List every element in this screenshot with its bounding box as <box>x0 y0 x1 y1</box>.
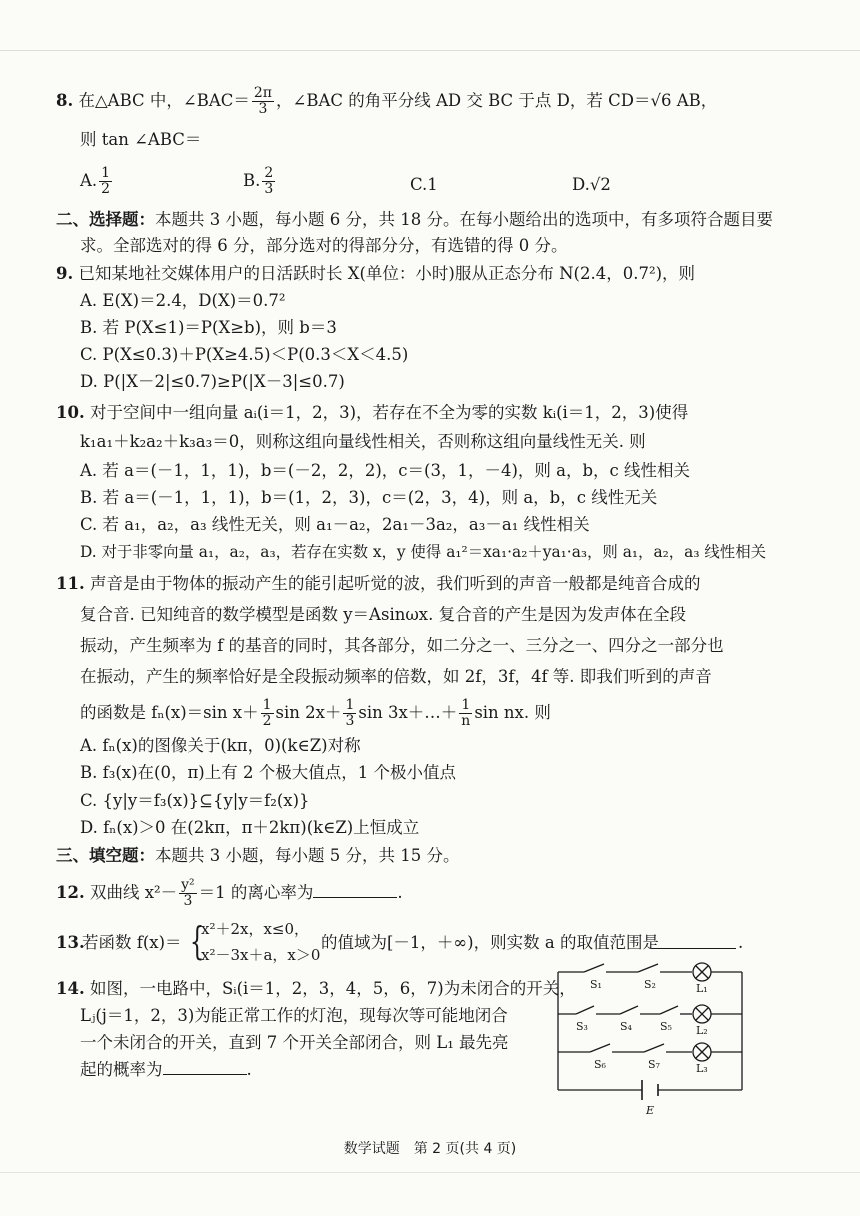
q11-option-d: D. fₙ(x)＞0 在(2kπ，π＋2kπ)(k∈Z)上恒成立 <box>80 818 420 837</box>
switch-label-s4: S₄ <box>620 1020 632 1033</box>
q14-line-1 <box>56 978 576 1000</box>
section-2-text2: 求。全部选对的得 6 分，部分选对的得部分分，有选错的得 0 分。 <box>80 236 568 255</box>
q11-number: 11. <box>56 574 85 593</box>
lamp-label-l3: L₃ <box>696 1062 708 1075</box>
q9-option-c: C. P(X≤0.3)＋P(X≥4.5)＜P(0.3＜X＜4.5) <box>80 345 409 364</box>
q8-oa-den: 2 <box>101 181 111 197</box>
q11-f3-num: 1 <box>459 698 472 714</box>
q8-option-a-label: A. <box>80 171 98 190</box>
q12-frac-den: 3 <box>183 893 193 909</box>
q8-stem-b: ，∠BAC 的角平分线 AD 交 BC 于点 D，若 CD＝√6 AB， <box>276 91 718 110</box>
q13-number: 13. <box>56 933 85 952</box>
lamp-label-l1: L₁ <box>696 982 708 995</box>
q10-stem-2: k₁a₁＋k₂a₂＋k₃a₃＝0，则称这组向量线性相关，否则称这组向量线性无关. 则 <box>80 432 646 451</box>
q9-number: 9. <box>56 264 74 283</box>
source-label-e: E <box>646 1104 655 1117</box>
q11-option-c: C. {y|y＝f₃(x)}⊆{y|y＝f₂(x)} <box>80 791 310 810</box>
q14-text-4: 起的概率为 <box>80 1060 163 1079</box>
q14-line-3: 一个未闭合的开关，直到 7 个开关全部闭合，则 L₁ 最先亮 <box>80 1033 509 1052</box>
switch-label-s6: S₆ <box>594 1058 606 1071</box>
section-3-text: 本题共 3 小题，每小题 5 分，共 15 分。 <box>155 846 460 865</box>
q11-f3-den: n <box>461 713 471 729</box>
q11-f1-den: 2 <box>262 713 272 729</box>
q13-end: . <box>738 933 744 952</box>
q10-option-d: D. 对于非零向量 a₁，a₂，a₃，若存在实数 x，y 使得 a₁²＝xa₁·a₂＋ya₁·a₃，则 a₁，a₂，a₃ 线性相关 <box>80 543 766 561</box>
scan-edge-top <box>0 50 860 51</box>
q10-number: 10. <box>56 403 85 422</box>
q8-stem <box>56 86 717 117</box>
q8-ob-num: 2 <box>264 165 274 181</box>
q9-option-b: B. 若 P(X≤1)＝P(X≥b)，则 b＝3 <box>80 318 337 337</box>
q10-option-a: A. 若 a＝(－1，1，1)，b＝(－2，2，2)，c＝(3，1，－4)，则 a，b，c 线性相关 <box>80 461 691 480</box>
q8-ob-den: 3 <box>264 181 274 197</box>
q12-stem <box>56 874 403 912</box>
page-footer: 数学试题 第 2 页(共 4 页) <box>343 1141 517 1157</box>
q8-frac-den: 3 <box>258 101 268 117</box>
q12-end: . <box>397 883 403 902</box>
section-2-title: 二、选择题： <box>56 210 155 229</box>
q14-number: 14. <box>56 979 85 998</box>
scan-edge-bottom <box>0 1172 860 1173</box>
q11-f2-den: 3 <box>345 713 355 729</box>
q13-case-2: x²－3x＋a，x＞0 <box>201 946 321 964</box>
q12-post: ＝1 的离心率为 <box>198 883 314 902</box>
q8-option-b-frac <box>262 166 275 197</box>
q13-case-1: x²＋2x，x≤0， <box>201 920 310 938</box>
q8-option-b <box>243 166 277 197</box>
q12-number: 12. <box>56 883 85 902</box>
q9-option-a: A. E(X)＝2.4，D(X)＝0.7² <box>80 291 286 310</box>
q13-brace: { <box>189 919 205 963</box>
q11-f1-num: 1 <box>262 697 272 713</box>
q11-line-3: 振动，产生频率为 f 的基音的同时，其各部分，如二分之一、三分之一、四分之一部分也 <box>80 636 724 655</box>
q11-line-4: 在振动，产生的频率恰好是全段振动频率的倍数，如 2f，3f，4f 等. 即我们听到的声音 <box>80 667 712 686</box>
circuit-diagram <box>550 962 750 1120</box>
switch-label-s2: S₂ <box>644 978 656 991</box>
q11-frac-nth <box>459 698 472 729</box>
q10-stem <box>56 402 688 424</box>
switch-label-s5: S₅ <box>660 1020 672 1033</box>
q8-option-b-label: B. <box>243 171 261 190</box>
q12-frac-num: y² <box>181 877 195 893</box>
q11-option-a: A. fₙ(x)的图像关于(kπ，0)(k∈Z)对称 <box>80 736 361 755</box>
q8-option-a <box>80 166 114 197</box>
q9-stem <box>56 263 695 285</box>
section-2-text1: 本题共 3 小题，每小题 6 分，共 18 分。在每小题给出的选项中，有多项符合题目要 <box>155 210 773 229</box>
q12-answer-blank[interactable] <box>313 883 397 898</box>
section-3-title: 三、填空题： <box>56 846 155 865</box>
q11-func-b: sin 2x＋ <box>275 703 342 722</box>
q14-text-1: 如图，一电路中，Sᵢ(i＝1，2，3，4，5，6，7)为未闭合的开关， <box>89 979 576 998</box>
q14-answer-blank[interactable] <box>163 1060 247 1075</box>
q10-option-c: C. 若 a₁，a₂，a₃ 线性无关，则 a₁－a₂，2a₁－3a₂，a₃－a₁ 线性相关 <box>80 515 590 534</box>
q11-frac-third <box>343 698 356 729</box>
q14-line-4 <box>80 1059 252 1081</box>
switch-label-s1: S₁ <box>590 978 602 991</box>
q8-number: 8. <box>56 91 74 110</box>
q11-function <box>80 695 551 731</box>
switch-label-s7: S₇ <box>648 1058 660 1071</box>
q11-func-a: 的函数是 fₙ(x)＝sin x＋ <box>80 703 259 722</box>
q8-stem-c: 则 tan ∠ABC＝ <box>80 130 202 149</box>
q10-stem-1: 对于空间中一组向量 aᵢ(i＝1，2，3)，若存在不全为零的实数 kᵢ(i＝1，2，3)使得 <box>89 403 689 422</box>
q11-line-2: 复合音. 已知纯音的数学模型是函数 y＝Asinωx. 复合音的产生是因为发声体在全段 <box>80 605 687 624</box>
q11-frac-half <box>261 698 274 729</box>
q12-fraction <box>179 878 197 909</box>
q13-answer-blank[interactable] <box>652 934 736 949</box>
lamp-label-l2: L₂ <box>696 1024 708 1037</box>
q11-line-1 <box>56 573 700 595</box>
section-2-heading <box>56 209 773 231</box>
q12-pre: 双曲线 x²－ <box>89 883 178 902</box>
q8-option-a-frac <box>99 166 112 197</box>
q8-fraction <box>252 86 274 117</box>
q13-pre: 若函数 f(x)＝ <box>82 933 182 952</box>
q8-frac-num: 2π <box>253 85 272 101</box>
q11-text-1: 声音是由于物体的振动产生的能引起听觉的波，我们听到的声音一般都是纯音合成的 <box>89 574 701 593</box>
q11-func-c: sin 3x＋…＋ <box>358 703 458 722</box>
q11-f2-num: 1 <box>345 697 355 713</box>
switch-label-s3: S₃ <box>576 1020 588 1033</box>
q11-func-d: sin nx. 则 <box>474 703 551 722</box>
q14-line-2: Lⱼ(j＝1，2，3)为能正常工作的灯泡，现每次等可能地闭合 <box>80 1006 508 1025</box>
section-3-heading <box>56 845 459 867</box>
q8-stem-a: 在△ABC 中，∠BAC＝ <box>78 91 250 110</box>
q11-option-b: B. f₃(x)在(0，π)上有 2 个极大值点，1 个极小值点 <box>80 763 456 782</box>
q8-oa-num: 1 <box>101 165 111 181</box>
q9-stem-text: 已知某地社交媒体用户的日活跃时长 X(单位：小时)服从正态分布 N(2.4，0.7²)，则 <box>78 264 696 283</box>
q8-option-d: D.√2 <box>572 175 611 194</box>
q14-end: . <box>246 1060 252 1079</box>
q9-option-d: D. P(|X－2|≤0.7)≥P(|X－3|≤0.7) <box>80 372 345 391</box>
q13-post: 的值域为[－1，＋∞)，则实数 a 的取值范围是 <box>321 933 659 952</box>
q8-option-c: C.1 <box>410 175 438 194</box>
q10-option-b: B. 若 a＝(－1，1，1)，b＝(1，2，3)，c＝(2，3，4)，则 a，b，c 线性无关 <box>80 488 658 507</box>
